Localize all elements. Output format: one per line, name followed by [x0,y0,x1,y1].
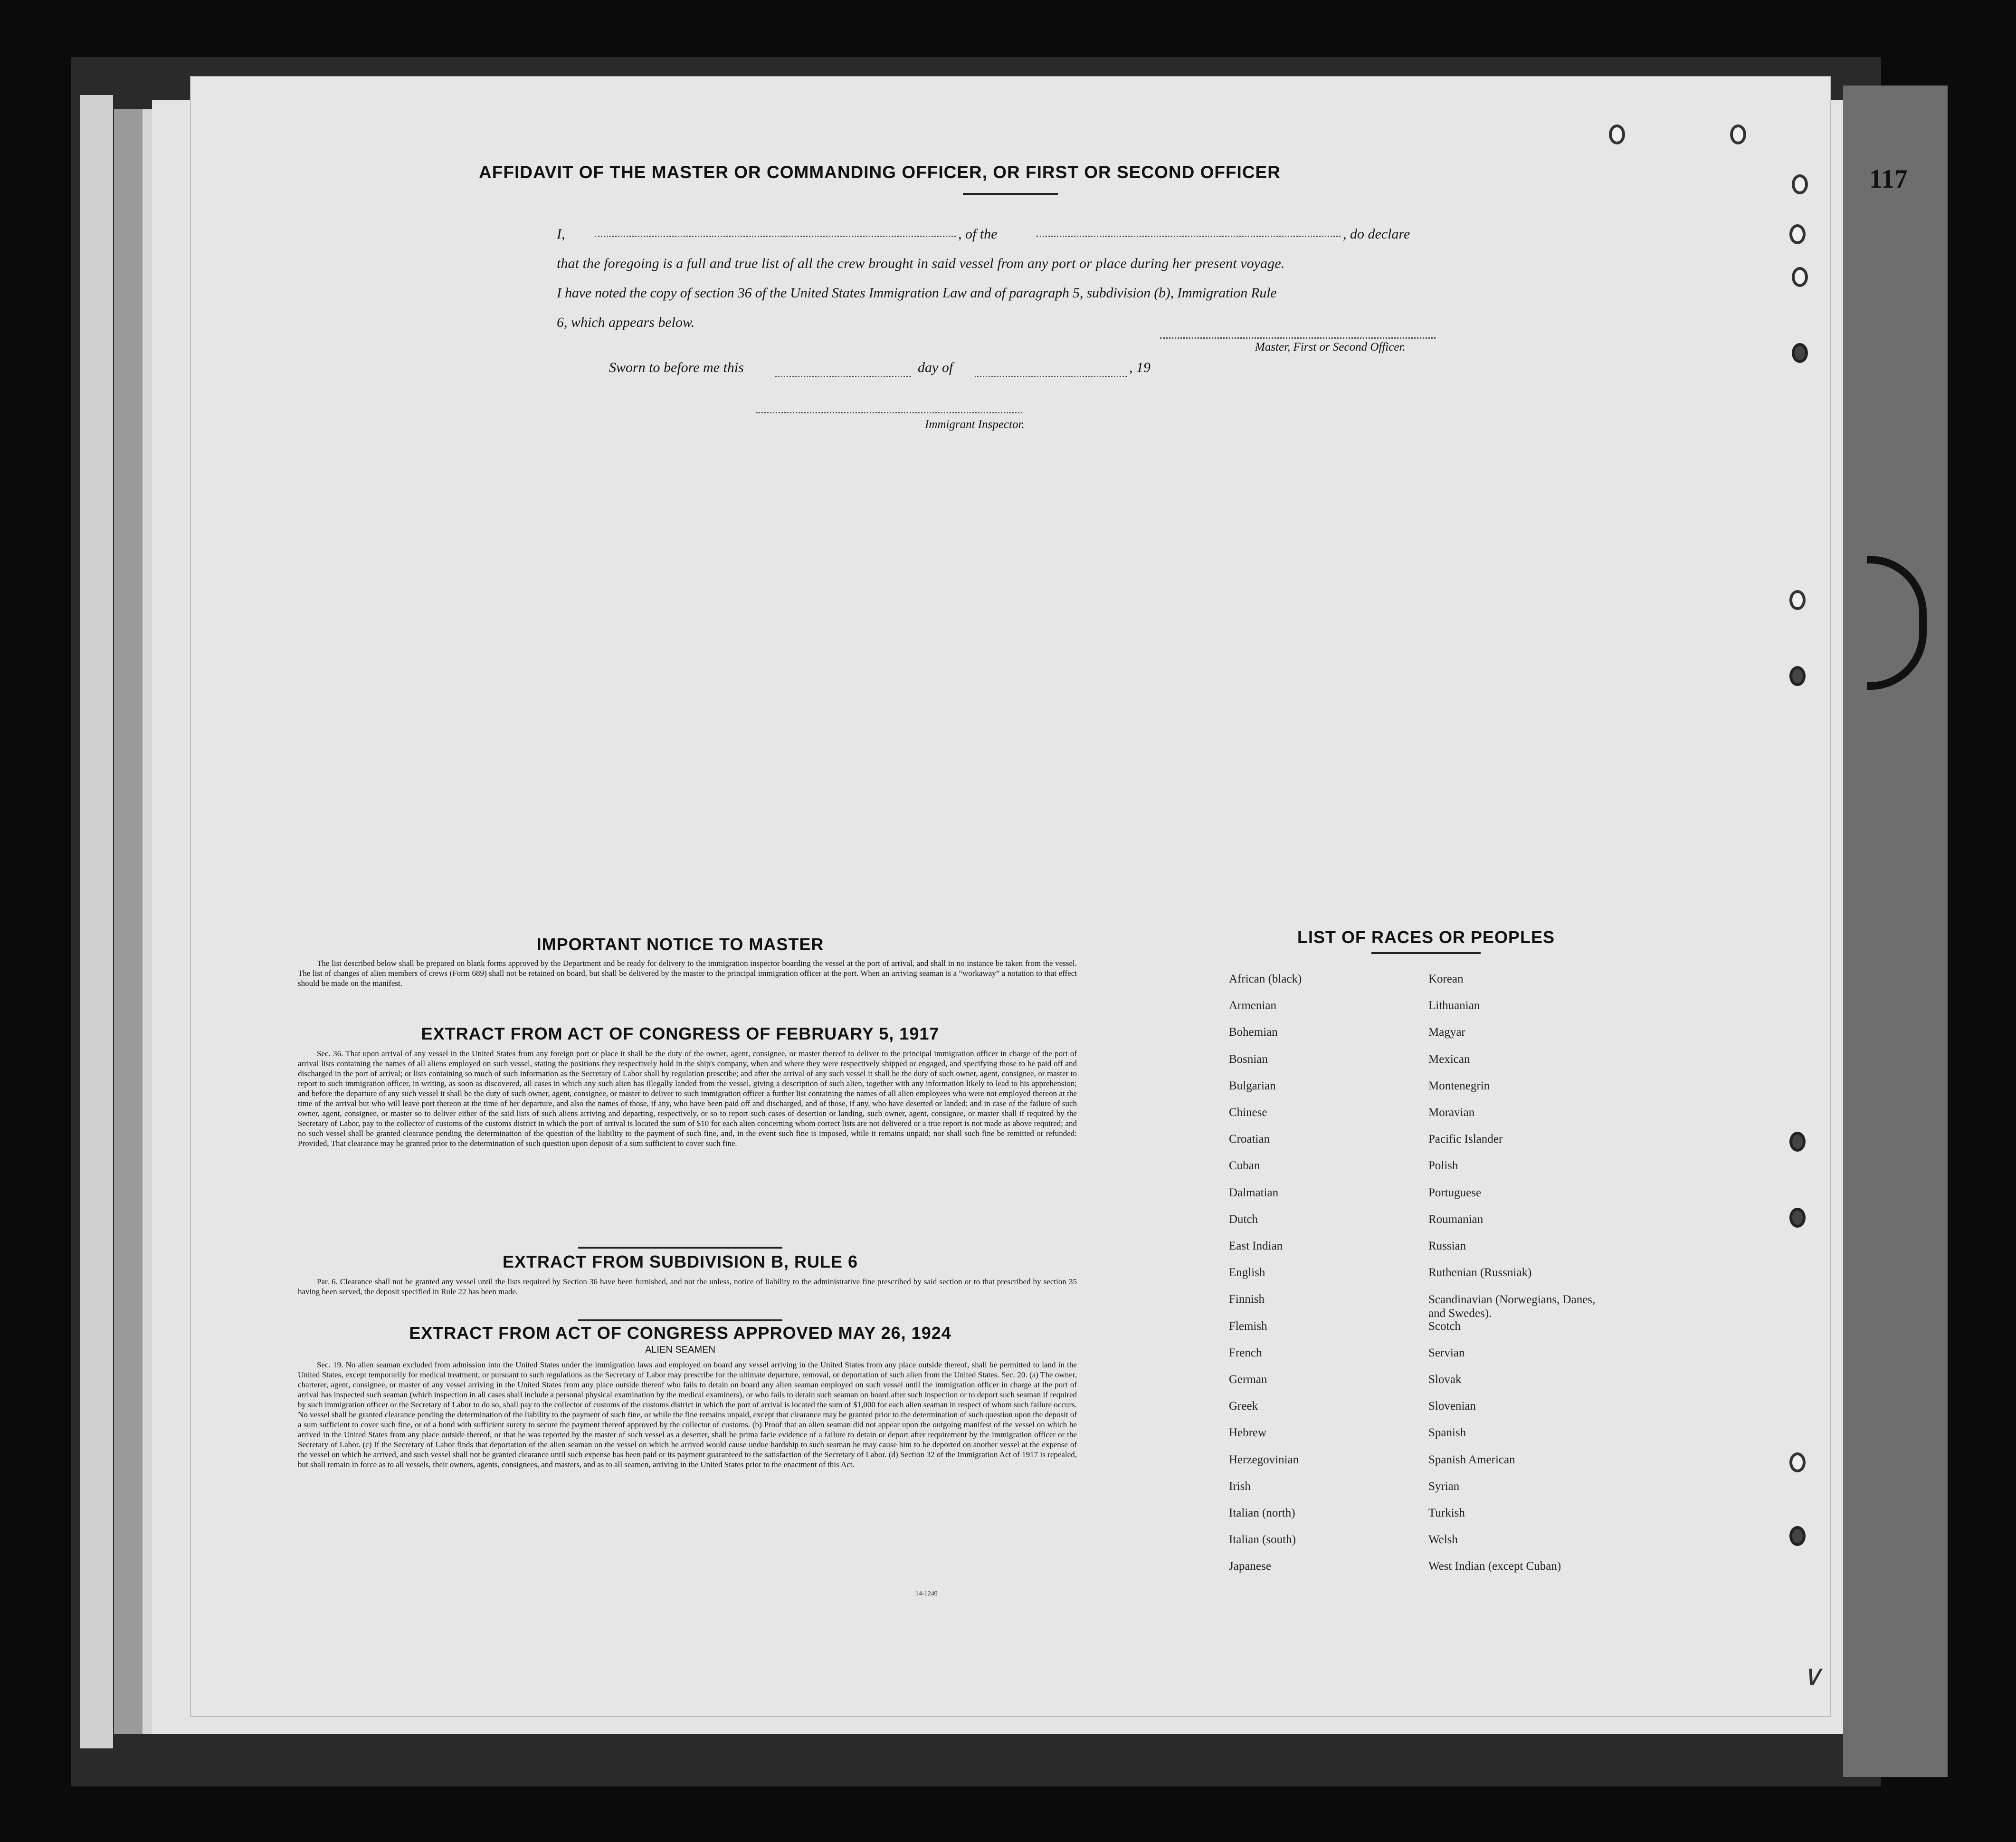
sworn-day-field[interactable] [775,376,911,377]
punch-hole [1789,224,1806,244]
extract-rule6-body: Par. 6. Clearance shall not be granted any vessel until the lists required by Section 36 have been furnished, and not the unless, notice of liability to the administrative fine prescribed by said section or to that prescribed by section 35 having been served, the deposit specified in Rule 22 has been made. [298,1277,1077,1296]
race-item: Montenegrin [1428,1079,1490,1092]
race-item: Armenian [1229,999,1276,1012]
page-number: 117 [1869,164,1908,194]
race-item: Hebrew [1229,1426,1267,1440]
races-title: LIST OF RACES OR PEOPLES [1297,927,1555,947]
race-item: Pacific Islander [1428,1133,1503,1146]
punch-hole [1730,124,1746,144]
inspector-label: Immigrant Inspector. [925,418,1025,431]
punch-hole [1789,1526,1806,1546]
race-item: Korean [1428,973,1464,985]
races-rule [1371,952,1481,954]
race-item: Portuguese [1428,1186,1482,1199]
document-page [190,76,1831,1717]
race-item: Magyar [1428,1026,1465,1039]
punch-hole [1789,1452,1806,1472]
race-item: German [1229,1373,1267,1386]
race-item: Bosnian [1229,1052,1268,1066]
sworn-line [609,360,1179,383]
punch-hole [1789,590,1806,610]
affidavit-of-the: , of the [958,226,998,242]
punch-hole [1792,174,1808,194]
race-item: West Indian (except Cuban) [1428,1560,1561,1573]
affidavit-title: AFFIDAVIT OF THE MASTER OR COMMANDING OFFICER, OR FIRST OR SECOND OFFICER [479,162,1281,182]
binder-left-edge [80,95,113,1748]
punch-hole [1609,124,1625,144]
race-item: Dutch [1229,1212,1258,1226]
affidavit-line-4: 6, which appears below. [557,315,695,330]
race-item: Croatian [1229,1133,1270,1146]
race-item: Greek [1229,1400,1258,1413]
punch-hole [1792,343,1808,363]
binder-left-edge-shadow [114,109,143,1734]
affidavit-i: I, [557,226,565,242]
race-item: Lithuanian [1428,999,1480,1012]
race-item: Italian (north) [1229,1507,1295,1519]
punch-hole [1792,267,1808,287]
form-number: 14-1240 [915,1590,938,1597]
affidavit-text [557,220,1440,337]
race-item: Spanish American [1428,1453,1515,1466]
notice-body: The list described below shall be prepared on blank forms approved by the Department and be ready for delivery to the immigration inspector boarding the vessel at the port of arrival, and shall in no instance be taken from the vessel. The list of changes of alien members of crews (Form 689) shall not be retained on board, but shall be delivered by the master to the principal immigration officer at the port. When an arriving seaman is a “workaway” a notation to that effect should be made on the manifest. [298,959,1077,988]
signature-label: Master, First or Second Officer. [1255,341,1406,353]
race-item: Turkish [1428,1507,1465,1519]
race-item: Scotch [1428,1319,1461,1333]
race-item: Bulgarian [1229,1079,1276,1092]
race-item: Polish [1428,1159,1458,1173]
extract-1917-body: Sec. 36. That upon arrival of any vessel in the United States from any foreign port or place it shall be the duty of the owner, agent, consignee, or master thereof to deliver to the principal immigration officer in charge of the port of arrival lists containing the names of all aliens employed on such vessel, stating the positions they respectively hold in the ship's company, when and where they were respectively shipped or engaged, and specifying those to be paid off and discharged in the port of arrival; or lists containing so much of such information as the Secretary of Labor shall by regulation prescribe; and after the arrival of any such vessel it shall be the duty of such owner, agent, consignee, or master to report to such immigration officer, in writing, as soon as discovered, all cases in which any such alien has illegally landed from the vessel, giving a description of such alien, together with any information likely to lead to his apprehension; and before the departure of any such vessel it shall be the duty of such owner, agent, consignee, or master to deliver to such immigration officer a further list containing the names of all alien employees who were not employed thereon at the time of the arrival but who will leave port thereon at the time of her departure, and also the names of those, if any, who have been paid off and discharged, and of those, if any, who have deserted or landed; and in case of the failure of such owner, agent, consignee, or master so to deliver either of the said lists of such aliens arriving and departing, respectively, or so to report such cases of desertion or landing, such owner, agent, consignee, or master shall if required by the Secretary of Labor, pay to the collector of customs of the customs district in which the port of arrival is located the sum of $10 for each alien concerning whom correct lists are not delivered or a true report is not made as above required; and no such vessel shall be granted clearance pending the determination of the question of the liability to the payment of such fine, and, in the event such fine is imposed, while it remains unpaid; nor shall such fine be remitted or refunded: Provided, That clearance may be granted prior to the determination of such question upon deposit of a sum sufficient to cover such fine. [298,1049,1077,1148]
sworn-prefix: Sworn to before me this [609,360,744,375]
extract-1924-subtitle: ALIEN SEAMEN [645,1345,715,1355]
punch-hole [1789,1132,1806,1152]
race-item: English [1229,1266,1265,1279]
signature-line[interactable] [1160,337,1436,339]
extract-1924-body: Sec. 19. No alien seaman excluded from admission into the United States under the immigration laws and employed on board any vessel arriving in the United States from any place outside thereof, shall be permitted to land in the United States, except temporarily for medical treatment, or pursuant to such regulations as the Secretary of Labor may prescribe for the ultimate departure, removal, or deportation of such alien from the United States. Sec. 20. (a) The owner, charterer, agent, consignee, or master of any vessel arriving in the United States from any place outside thereof who fails to detain on board any alien seaman employed on such vessel until the immigration officer in charge at the port of arrival has inspected such seaman (which inspection in all cases shall include a personal physical examination by the medical examiners), or who fails to detain such seaman on board after such inspection or to deport such seaman if required by such immigration officer or the Secretary of Labor to do so, shall pay to the collector of customs of the customs district in which the port of arrival is located the sum of $1,000 for each alien seaman in respect of whom such failure occurs. No vessel shall be granted clearance pending the determination of the liability to the payment of such fine, or while the fine remains unpaid, except that clearance may be granted prior to the determination of such question upon the deposit of a sum sufficient to cover such fine, or of a bond with sufficient surety to secure the payment thereof approved by the collector of customs. (b) Proof that an alien seaman did not appear upon the outgoing manifest of the vessel on which he arrived in the United States from any place outside thereof, or that he was reported by the master of such vessel as a deserter, shall be prima facie evidence of a failure to detain or deport after requirement by the immigration officer or the Secretary of Labor. (c) If the Secretary of Labor finds that deportation of the alien seaman on the vessel on which he arrived would cause undue hardship to such seaman he may cause him to be deported on another vessel at the expense of the vessel on which he arrived, and such vessel shall not be granted clearance until such expense has been paid or its payment guaranteed to the satisfaction of the Secretary of Labor. (d) Section 32 of the Immigration Act of 1917 is repealed, but shall remain in force as to all vessels, their owners, agents, consignees, and masters, and as to all seamen, arriving in the United States prior to the enactment of this Act. [298,1360,1077,1469]
race-item: Flemish [1229,1319,1267,1333]
affidavit-do-declare: , do declare [1343,226,1410,242]
race-item: French [1229,1346,1262,1359]
race-item: Syrian [1428,1479,1460,1493]
race-item: East Indian [1229,1240,1283,1252]
sworn-month-field[interactable] [975,376,1127,377]
race-item: Mexican [1428,1052,1470,1066]
affidavit-line-3: I have noted the copy of section 36 of the United States Immigration Law and of paragraph 5, subdivision (b), Immigration Rule [557,285,1277,301]
race-item: African (black) [1229,973,1302,985]
race-item: Ruthenian (Russniak) [1428,1266,1532,1279]
race-item: Slovenian [1428,1400,1476,1413]
punch-hole [1789,666,1806,686]
affidavit-line-2: that the foregoing is a full and true list of all the crew brought in said vessel from any port or place during her present voyage. [557,256,1285,271]
race-item: Cuban [1229,1159,1260,1173]
race-item: Roumanian [1428,1212,1483,1226]
sworn-year-label: , 19 [1129,360,1151,375]
vessel-field[interactable] [1037,236,1341,237]
race-item: Finnish [1229,1293,1265,1306]
handwritten-mark: ∨ [1801,1660,1822,1691]
race-item: Herzegovinian [1229,1453,1299,1466]
extract-rule6-title: EXTRACT FROM SUBDIVISION B, RULE 6 [502,1252,858,1271]
race-item: Scandinavian (Norwegians, Danes, and Swedes). [1428,1293,1596,1320]
binder-right-cover [1843,86,1948,1777]
race-item: Russian [1428,1240,1466,1252]
notice-title: IMPORTANT NOTICE TO MASTER [536,935,824,954]
section-rule [578,1247,782,1249]
sworn-day-label: day of [918,360,953,375]
extract-1917-title: EXTRACT FROM ACT OF CONGRESS OF FEBRUARY 5, 1917 [421,1024,940,1043]
section-rule [578,1319,782,1321]
title-rule [963,193,1058,195]
punch-hole [1789,1208,1806,1228]
race-item: Dalmatian [1229,1186,1279,1199]
inspector-signature-line[interactable] [756,412,1022,413]
race-item: Japanese [1229,1560,1271,1573]
race-item: Bohemian [1229,1026,1278,1039]
extract-1924-title: EXTRACT FROM ACT OF CONGRESS APPROVED MAY 26, 1924 [409,1323,951,1343]
race-item: Spanish [1428,1426,1466,1440]
race-item: Italian (south) [1229,1533,1296,1546]
race-item: Moravian [1428,1106,1475,1119]
race-item: Servian [1428,1346,1465,1359]
race-item: Slovak [1428,1373,1462,1386]
race-item: Welsh [1428,1533,1458,1546]
name-field[interactable] [595,236,956,237]
race-item: Chinese [1229,1106,1267,1119]
race-item: Irish [1229,1479,1251,1493]
